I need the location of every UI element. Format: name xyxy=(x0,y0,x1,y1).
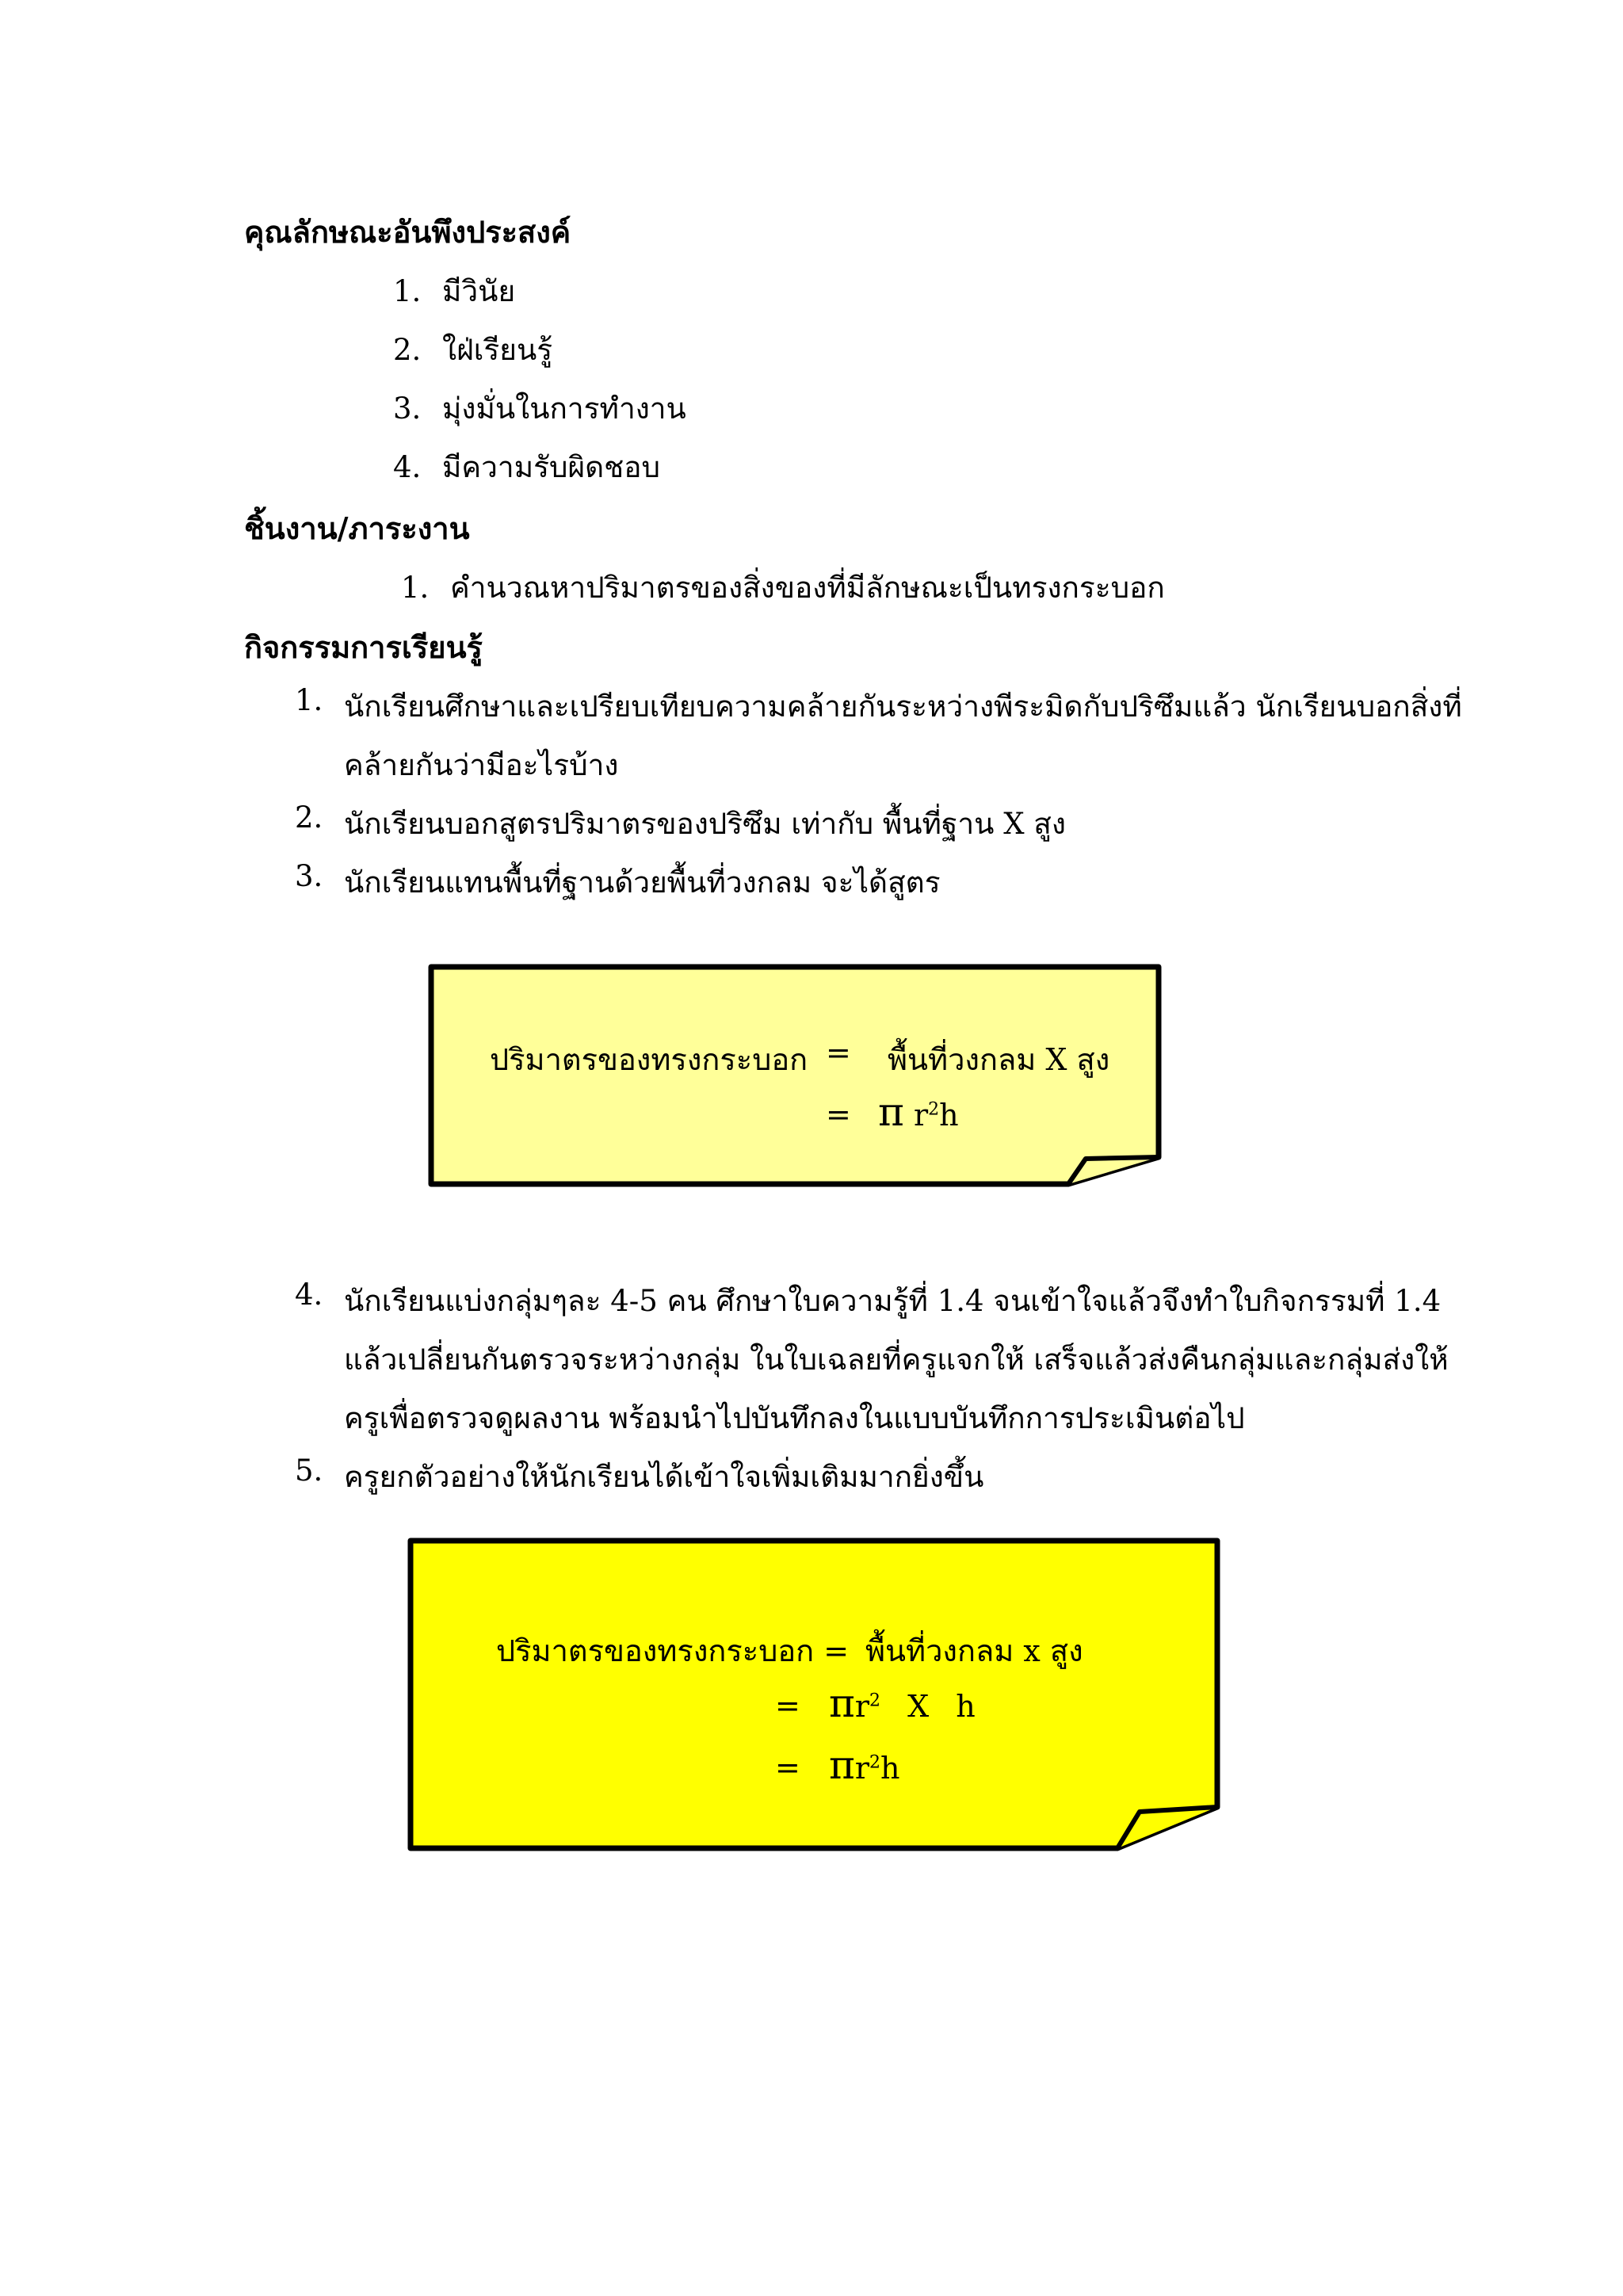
note1-rhs: พื้นที่วงกลม X สูง xyxy=(888,1042,1110,1077)
pi-symbol: π xyxy=(829,1742,855,1788)
note2-label: ปริมาตรของทรงกระบอก = xyxy=(496,1633,850,1668)
list-item xyxy=(393,385,686,432)
list-item xyxy=(401,564,1165,611)
list-number: 1. xyxy=(295,683,323,717)
note2-rhs: พื้นที่วงกลม x สูง xyxy=(865,1633,1083,1668)
list-text: มุ่งมั่นในการทำงาน xyxy=(442,392,686,426)
times-symbol: X xyxy=(907,1689,930,1724)
list-text: นักเรียนแทนพื้นที่ฐานด้วยพื้นที่วงกลม จะได้สูตร xyxy=(344,865,941,900)
radius-symbol: r xyxy=(913,1098,929,1133)
square-exponent: 2 xyxy=(869,1752,881,1773)
list-number: 5. xyxy=(295,1454,323,1488)
note2-equals: = xyxy=(775,1688,800,1723)
list-text: นักเรียนแบ่งกลุ่มๆละ 4-5 คน ศึกษาใบความรู้ที่ 1.4 จนเข้าใจแล้วจึงทำใบกิจกรรมที่ 1.4 xyxy=(344,1284,1442,1318)
list-text: แล้วเปลี่ยนกันตรวจระหว่างกลุ่ม ในใบเฉลยที่ครูแจกให้ เสร็จแล้วส่งคืนกลุ่มและกลุ่มส่งให้ xyxy=(344,1343,1449,1377)
list-text: คล้ายกันว่ามีอะไรบ้าง xyxy=(344,748,619,782)
list-number: 3. xyxy=(393,392,422,426)
list-item xyxy=(393,444,660,491)
list-number: 1. xyxy=(401,571,430,605)
list-text: ครูยกตัวอย่างให้นักเรียนได้เข้าใจเพิ่มเติมมากยิ่งขึ้น xyxy=(344,1460,984,1494)
pi-symbol: π xyxy=(878,1089,904,1135)
list-number: 4. xyxy=(295,1278,323,1312)
height-symbol: h xyxy=(939,1098,959,1133)
formula-note-2 xyxy=(407,1538,1220,1851)
tasks-heading: ชิ้นงาน/ภาระงาน xyxy=(244,510,470,546)
list-item xyxy=(393,268,515,315)
list-number: 2. xyxy=(295,800,323,835)
list-number: 4. xyxy=(393,450,422,484)
note1-formula xyxy=(878,1089,959,1135)
note1-equals: = xyxy=(826,1035,851,1070)
note2-formula-2 xyxy=(829,1742,900,1788)
list-number: 2. xyxy=(393,333,422,367)
list-text: คำนวณหาปริมาตรของสิ่งของที่มีลักษณะเป็นทรงกระบอก xyxy=(450,571,1165,605)
list-text: ครูเพื่อตรวจดูผลงาน พร้อมนำไปบันทึกลงในแบบบันทึกการประเมินต่อไป xyxy=(344,1401,1245,1435)
traits-heading: คุณลักษณะอันพึงประสงค์ xyxy=(244,214,571,250)
list-number: 1. xyxy=(393,274,422,308)
height-symbol: h xyxy=(956,1689,976,1724)
square-exponent: 2 xyxy=(928,1099,940,1120)
list-text: นักเรียนบอกสูตรปริมาตรของปริซึม เท่ากับ พื้นที่ฐาน X สูง xyxy=(344,807,1066,841)
list-text: ใฝ่เรียนรู้ xyxy=(442,333,553,367)
list-number: 3. xyxy=(295,859,323,893)
note1-equals-2: = xyxy=(826,1097,851,1132)
height-symbol: h xyxy=(880,1751,900,1786)
list-text: มีความรับผิดชอบ xyxy=(442,450,660,484)
activities-heading: กิจกรรมการเรียนรู้ xyxy=(244,629,483,665)
list-text: นักเรียนศึกษาและเปรียบเทียบความคล้ายกันระหว่างพีระมิดกับปริซึมแล้ว นักเรียนบอกสิ่งที่ xyxy=(344,690,1462,724)
square-exponent: 2 xyxy=(869,1690,881,1711)
note-shape xyxy=(407,1538,1220,1851)
radius-symbol: r xyxy=(854,1751,870,1786)
list-item xyxy=(393,327,552,373)
note2-formula-1 xyxy=(829,1680,976,1726)
formula-note-1 xyxy=(428,964,1162,1187)
list-text: มีวินัย xyxy=(442,274,516,308)
note2-equals-2: = xyxy=(775,1750,800,1785)
pi-symbol: π xyxy=(829,1680,855,1726)
note1-label: ปริมาตรของทรงกระบอก xyxy=(490,1042,808,1077)
radius-symbol: r xyxy=(854,1689,870,1724)
